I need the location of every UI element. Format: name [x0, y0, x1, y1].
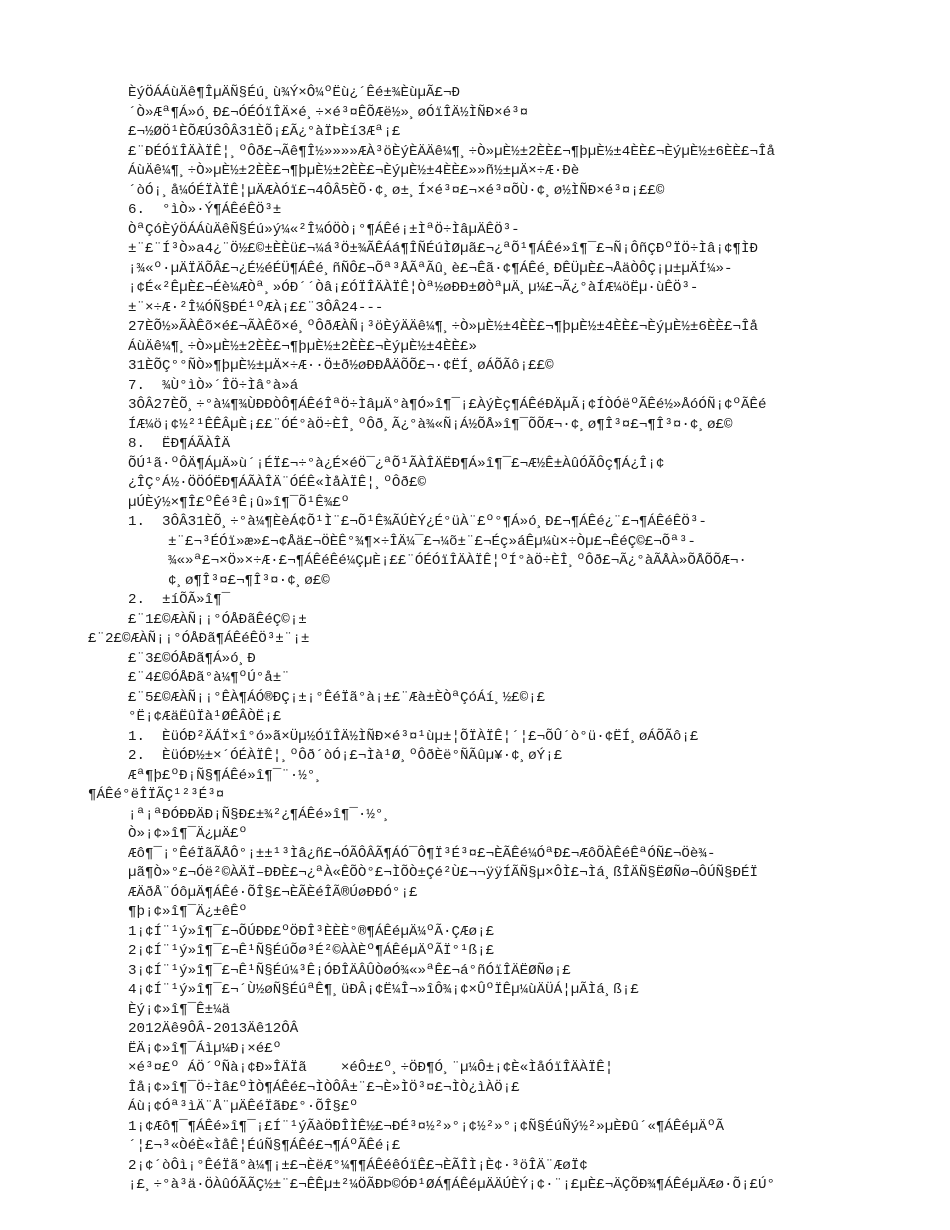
text-line: ¢¸ø¶Î³¤£¬¶Î³¤·¢¸ø£© [168, 572, 330, 589]
text-line: 27ÈÕ½»ÃÀÊõ×é£¬ÃÀÊõ×é¸ºÔðÆÀÑ¡³öÈýÄÄê¼¶¸÷Ò»µÈ½±4ÈÈ£¬¶þµÈ½±4ÈÈ£¬ÈýµÈ½±6ÈÈ£¬Îå [128, 319, 759, 335]
text-line: ÁùÄê¼¶¸÷Ò»µÈ½±2ÈÈ£¬¶þµÈ½±2ÈÈ£¬ÈýµÈ½±4ÈÈ£» [128, 338, 478, 355]
text-line: ÆÄðÅ¨ÓôµÄ¶ÁÊé·ÕÎ§£¬ÈÃÈéÎÃ®ÚøÐÐÓ°¡£ [128, 884, 418, 901]
text-line: £¨4£©ÓÅÐã°à¼¶ºÚ°å±¨ [128, 670, 290, 686]
text-line: ÁùÄê¼¶¸÷Ò»µÈ½±2ÈÈ£¬¶þµÈ½±2ÈÈ£¬ÈýµÈ½±4ÈÈ£»»ñ½±µÄ×÷Æ·Ðè [128, 163, 580, 179]
text-line: µÚÈý½×¶Î£ºÊé³Ê¡û»î¶¯Õ¹Ê¾£º [128, 494, 350, 511]
text-line: ¾«»ª£¬×Ö»×÷Æ·£¬¶ÁÊéÊé¼ÇµÈ¡££¨ÓÉÓïÎÄÀÏÊ¦ºÍ°àÖ÷ÈÎ¸ºÔð£¬Ã¿°àÃÅÀ»ÕÅÕÕÆ¬· [168, 553, 747, 569]
text-line: 2¡¢Í¨¹ý»î¶¯£¬Ê¹Ñ§ÉúÕø³É²©ÀÀÈº¶ÁÊéµÄºÃÏ°¹ß¡£ [128, 943, 495, 959]
text-line: ¡¾«º·µÄÏÄÕÂ£¬¿É½éÉÜ¶ÁÊé¸ñÑÔ£¬Õª³ÅÃªÃû¸è£¬Êã·¢¶ÁÊé¸ÐÊÜµÈ£¬ÅäÒÔÇ¡µ±µÄÍ¼»- [128, 260, 733, 277]
text-line: ´òÓ¡¸å¼ÓÉÏÀÏÊ¦µÄÆÀÓï£¬4ÔÂ5ÈÕ·¢¸ø±¸Í×é³¤£¬×é³¤ÕÙ·¢¸ø½ÌÑÐ×é³¤¡££© [128, 182, 665, 199]
text-line: ±¨£¨Í³Ò»a4¿¨Ö½£©±ÈÈü£¬¼á³Ö±¾ÃÊÁá¶ÎÑÉúÌØµã£¬¿ªÕ¹¶ÁÊé»î¶¯£¬Ñ¡ÔñÇÐºÏÖ÷Ìâ¡¢¶ÌÐ [128, 241, 759, 257]
text-line: ¡ª¡ªÐÓÐÐÄÐ¡Ñ§Ð£±¾²¿¶ÁÊé»î¶¯·½°¸ [128, 806, 392, 823]
text-line: Îå¡¢»î¶¯Ö÷Ìâ£ºÌÒ¶ÁÊé£¬ÌÒÔÂ±¨£¬È»ÌÖ³¤£¬ÌÒ¿ìÀÖ¡£ [128, 1079, 520, 1096]
text-line: 3ÔÂ27ÈÕ¸÷°à¼¶¾ÙÐÐÒÔ¶ÁÊéÎªÖ÷ÌâµÄ°à¶Ó»î¶¯¡£ÀýÈç¶ÁÊéÐÄµÃ¡¢ÍÒÓëºÃÊé½»ÅóÓÑ¡¢ºÃÊé [128, 397, 767, 413]
text-line: 2012Äê9ÔÂ-2013Äê12ÔÂ [128, 1021, 299, 1037]
text-line: 8. ËÐ¶ÁÃÀÎÄ [128, 436, 231, 452]
text-line: Æª¶þ£ºÐ¡Ñ§¶ÁÊé»î¶¯¨·½°¸ [128, 767, 324, 784]
text-line: Æô¶¯¡°ÊéÏãÃÅÔ°¡±±¹³Ìâ¿ñ£¬ÓÃÔÂÃ¶ÁÓ¯Ô¶Ï³É³¤£¬ÈÃÊé¼ÓªÐ£¬ÆôÕÀÊéÊªÓÑ£¬Öè¾- [128, 845, 716, 862]
text-line: ±¨×÷Æ·²Î¼ÓÑ§ÐÉ¹ºÆÀ¡££¨3ÔÂ24--- [128, 299, 384, 316]
text-line: 4¡¢Í¨¹ý»î¶¯£¬´Ù½øÑ§ÉúªÊ¶¸üÐÂ¡¢Ë¼Î¬»îÔ¾¡¢×ÛºÏÊµ¼ùÄÜÁ¦µÃÌá¸ß¡£ [128, 982, 639, 998]
text-line: 1. ÈüÓÐ²ÄÁÏ×î°ó»ã×Üµ½ÓïÎÄ½ÌÑÐ×é³¤¹ùµ±¦ÕÏÀÏÊ¦´¦£¬ÕÛ´ò°ü·¢ËÍ¸øÁÕÃô¡£ [128, 728, 699, 745]
text-line: £¨ÐÉÓïÎÄÀÏÊ¦¸ºÔð£¬Ãê¶Î½»»»»ÆÀ³öÈýÈÄÄê¼¶¸÷Ò»µÈ½±2ÈÈ£¬¶þµÈ½±4ÈÈ£¬ÈýµÈ½±6ÈÈ£¬Îå [128, 143, 776, 160]
text-line: Áù¡¢Óª³ìÄ¨Å¨µÄÊéÏãÐ£°·ÕÎ§£º [128, 1099, 358, 1115]
text-line: £¨1£©ÆÀÑ¡¡°ÓÅÐãÊéÇ©¡± [128, 611, 307, 628]
text-line: ´¦£¬³«ÒéÈ«ÌåÊ¦ÉúÑ§¶ÁÊé£¬¶ÁºÃÊé¡£ [128, 1138, 401, 1154]
text-line: 1¡¢Í¨¹ý»î¶¯£¬ÕÚÐÐ£ºÖÐÎ³ÈÈÈ°®¶ÁÊéµÄ¼ºÃ·ÇÆø¡£ [128, 923, 495, 940]
text-line: ÍÆ¼ö¡¢½²¹ÊÊÂµÈ¡££¨ÓÉ°àÖ÷ÈÎ¸ºÔð¸Ã¿°à¾«Ñ¡Á½ÕÅ»î¶¯ÕÕÆ¬·¢¸ø¶Î³¤£¬¶Î³¤·¢¸ø£© [128, 416, 733, 433]
text-line: 3¡¢Í¨¹ý»î¶¯£¬Ê¹Ñ§Éú¼³Ê¡ÓÐÎÄÂÛÒøÓ¾«»ªÊ£¬á°ñÓïÎÄËØÑø¡£ [128, 962, 571, 979]
text-line: ¡¢É«²ÊµÈ£¬Éè¼ÆÒª¸»ÓÐ´´Òâ¡£ÓÏÎÄÀÏÊ¦Òª½øÐÐ±ØÒªµÄ¸µ¼£¬Ã¿°àÍÆ¼öËµ·ùÊÖ³- [128, 280, 699, 296]
text-line: ¡£¸÷°à³ä·ÖÀûÓÃÃÇ½±¨£¬ÊÊµ±²¼ÖÃÐÞ©ÓÐ¹ØÁ¶ÁÊéµÄÄÚÈÝ¡¢·¨¡£µÈ£¬ÄÇÕÐ¾¶ÁÊéµÄÆø·Õ¡£Ú° [128, 1177, 776, 1193]
text-line: µã¶Ò»°£¬Óë²©ÀÄÏ–ÐÐÈ£¬¿ªÀ«ÊÕÒ°£¬ÌÕÒ±Çé²Ù£¬¬ÿÿÍÃÑ§µ×ÔÌ£¬Ìá¸ßÎÄÑ§ËØÑø¬ÔÚÑ§ÐÉÏ [128, 865, 759, 881]
text-line: ÒªÇóÈýÖÁÁùÄêÑ§Éú»ý¼«²Î¼ÓÖÒ¡°¶ÁÊé¡±ÌªÖ÷ÌâµÄÊÖ³- [128, 221, 520, 238]
text-line: Ò»¡¢»î¶¯Ä¿µÄ£º [128, 826, 248, 842]
text-line: ±¨£¬³ÉÓï»æ»£¬¢Åä£¬ÖÈÊ°¾¶×÷ÎÄ¼¯£¬¼õ±¨£¬Éç»áÊµ¼ù×÷Òµ£¬ÊéÇ©£¬Õª³- [168, 533, 696, 550]
text-line: £¨5£©ÆÀÑ¡¡°ÊÀ¶ÁÓ®ÐÇ¡±¡°ÊéÏã°à¡±£¨Æà±ÈÒªÇóÁí¸½£©¡£ [128, 689, 546, 706]
text-line: ×é³¤£º ÁÖ´ºÑà¡¢Ð»ÎÄÏã ×éÔ±£º¸÷ÖÐ¶Ó¸¨µ¼Ô±¡¢È«ÌåÓïÎÄÀÏÊ¦ [128, 1060, 614, 1076]
text-line: £¨3£©ÓÅÐã¶Á»ó¸Ð [128, 650, 256, 667]
text-line: £¨2£©ÆÀÑ¡¡°ÓÅÐã¶ÁÊéÊÖ³±¨¡± [88, 631, 310, 647]
text-line: ¶ÁÊé°ëÎÏÃÇ¹²³É³¤ [88, 787, 225, 803]
text-line: 1. 3ÔÂ31ÈÕ¸÷°à¼¶ÈèÁ¢Õ¹Ì¨£¬Õ¹Ê¾ÃÚÈÝ¿É°üÀ¨£º°¶Á»ó¸Ð£¬¶ÁÊé¿¨£¬¶ÁÊéÊÖ³- [128, 514, 707, 530]
text-line: ¶þ¡¢»î¶¯Ä¿±êÊº [128, 904, 248, 920]
text-line: ¿ÎÇ°Á½·ÖÖÓËÐ¶ÁÃÀÎÄ¨ÓÉÊ«ÌåÀÏÊ¦¸ºÔð£© [128, 475, 426, 491]
text-line: 31ÈÕÇ°°ÑÒ»¶þµÈ½±µÄ×÷Æ··Ö±ð½øÐÐÅÄÕÕ£¬·¢ËÍ¸øÁÕÃô¡££© [128, 358, 554, 374]
text-line: ÕÚ¹ã·ºÔÄ¶ÁµÄ»ù´¡ÉÏ£¬÷°à¿É×éÖ¯¿ªÕ¹ÃÀÎÄËÐ¶Á»î¶¯£¬Æ½Ê±ÀûÓÃÔç¶Á¿Î¡¢ [128, 455, 665, 472]
text-line: 7. ¾Ù°ìÒ»´ÎÖ÷Ìâ°à»á [128, 377, 299, 394]
text-line: Èý¡¢»î¶¯Ê±¼ä [128, 1001, 231, 1018]
text-line: 6. °ìÒ»·Ý¶ÁÊéÊÖ³± [128, 202, 282, 218]
text-line: ´Ò»Æª¶Á»ó¸Ð£¬ÓÉÓïÎÄ×é¸÷×é³¤ÊÕÆë½»¸øÓïÎÄ½ÌÑÐ×é³¤ [128, 104, 529, 121]
text-line: 1¡¢Æô¶¯¶ÁÊé»î¶¯¡£Í¨¹ýÃàÖÐÎÌÊ½£¬ÐÉ³¤½²»°¡¢½²»°¡¢Ñ§ÉúÑý½²»µÈÐû´«¶ÁÊéµÄºÃ [128, 1118, 724, 1135]
text-line: 2¡¢´òÔì¡°ÊéÏã°à¼¶¡±£¬ÈëÆ°¼¶¶ÁÊéêÓïÊ£¬ÈÃÎÌ¡È¢·³öÎÄ¨ÆøÏ¢ [128, 1157, 588, 1174]
text-line: £¬½ØÖ¹ÈÕÆÚ3ÔÂ31ÈÕ¡£Ã¿°àÏÞÈí3Æª¡£ [128, 124, 401, 140]
text-line: 2. ±íÕÃ»î¶¯ [128, 592, 231, 608]
text-line: 2. ÈüÓÐ½±×´ÓÉÀÏÊ¦¸ºÔð´òÓ¡£¬Ìà¹Ø¸ºÔðÈë°ÑÃûµ¥·¢¸øÝ¡£ [128, 748, 563, 764]
text-line: °Ë¡¢ÆäËûÏà¹ØÊÂÒË¡£ [128, 709, 282, 725]
text-line: ËÄ¡¢»î¶¯Áìµ¼Ð¡×é£º [128, 1040, 282, 1057]
text-line: ÈýÖÁÁùÄê¶ÎµÄÑ§Éú¸ù¾Ý×Ô¼ºËù¿´Êé±¾ÈùµÃ£¬Ð [128, 85, 461, 101]
